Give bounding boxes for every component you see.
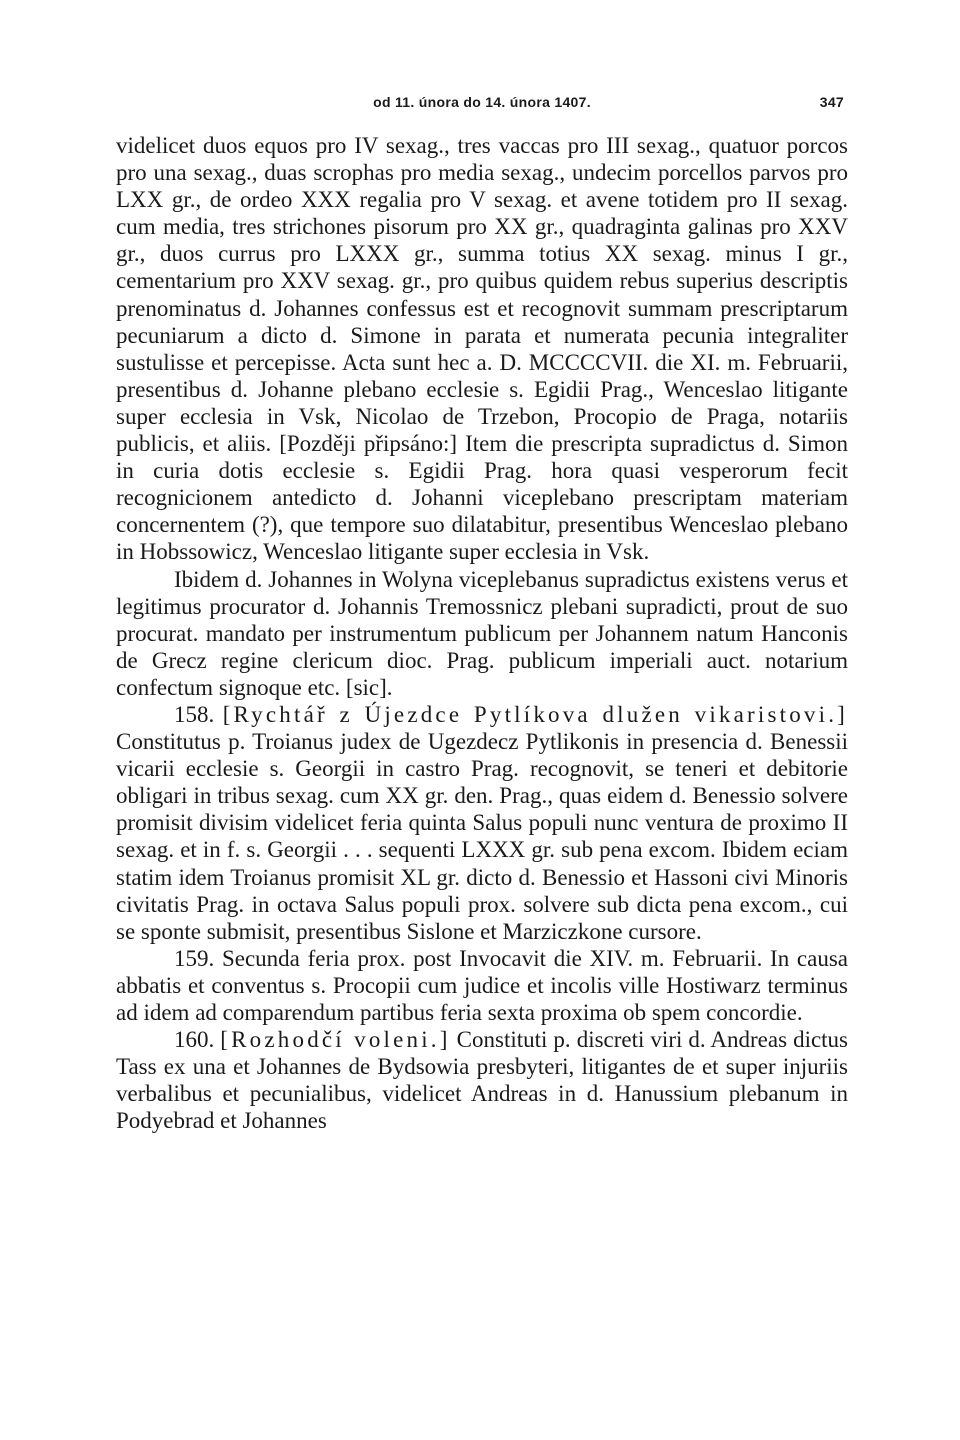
- entry-text: Constitutus p. Troianus judex de Ugezdecz Pytlikonis in presencia d. Benessii vicarii ecclesie s. Georgii in castro Prag. recognovit, se teneri et debitorie obligari in tribus sexag. cum XX gr. den. Prag., quas eidem d. Benessio solvere promisit divisim videlicet feria quinta Salus populi nunc ventura de proximo II sexag. et in f. s. Georgii . . . sequenti LXXX gr. sub pena excom. Ibidem eciam statim idem Troianus promisit XL gr. dicto d. Benessio et Hassoni civi Minoris civitatis Prag. in octava Salus populi prox. solvere sub dicta pena excom., cui se sponte submisit, presentibus Sislone et Marziczkone cursore.: [116, 729, 848, 944]
- paragraph-ibidem: Ibidem d. Johannes in Wolyna viceplebanus supradictus existens verus et legitimus procurator d. Johannis Tremossnicz plebani supradicti, prout de suo procurat. mandato per instrumentum publicum per Johannem natum Hanconis de Grecz regine clericum dioc. Prag. publicum imperiali auct. notarium confectum signoque etc. [sic].: [116, 566, 848, 700]
- entry-number: 158.: [174, 701, 215, 727]
- body-text: [116, 132, 848, 1134]
- entry-heading: [Rychtář z Újezdce Pytlíkova dlužen vikaristovi.]: [222, 701, 849, 727]
- entry-160: [116, 1026, 848, 1134]
- entry-158: [116, 701, 848, 945]
- entry-text: Constituti p. discreti viri d. Andreas dictus Tass ex una et Johannes de Bydsowia presbyteri, litigantes de et super injuriis verbalibus et pecunialibus, videlicet Andreas in d. Hanussium plebanum in Podyebrad et Johannes: [116, 1027, 849, 1134]
- book-page: [116, 86, 848, 1386]
- entry-number: 159.: [174, 945, 215, 971]
- entry-159: [116, 945, 848, 1026]
- running-header: [116, 86, 848, 116]
- paragraph-continuation: videlicet duos equos pro IV sexag., tres vaccas pro III sexag., quatuor porcos pro una sexag., duas scrophas pro media sexag., undecim porcellos parvos pro LXX gr., de ordeo XXX regalia pro V sexag. et avene totidem pro II sexag. cum media, tres strichones pisorum pro XX gr., quadraginta galinas pro XXV gr., duos currus pro LXXX gr., summa totius XX sexag. minus I gr., cementarium pro XXV sexag. gr., pro quibus quidem rebus superius descriptis prenominatus d. Johannes confessus est et recognovit summam prescriptarum pecuniarum a dicto d. Simone in parata et numerata pecunia integraliter sustulisse et percepisse. Acta sunt hec a. D. MCCCCVII. die XI. m. Februarii, presentibus d. Johanne plebano ecclesie s. Egidii Prag., Wenceslao litigante super ecclesia in Vsk, Nicolao de Trzebon, Procopio de Praga, notariis publicis, et aliis. [Později připsáno:] Item die prescripta supradictus d. Simon in curia dotis ecclesie s. Egidii Prag. hora quasi vesperorum fecit recognicionem antedicto d. Johanni viceplebano prescriptam materiam concernentem (?), que tempore suo dilatabitur, presentibus Wenceslao plebano in Hobssowicz, Wenceslao litigante super ecclesia in Vsk.: [116, 133, 848, 565]
- entry-heading: [Rozhodčí voleni.]: [220, 1027, 451, 1053]
- page-number: 347: [819, 94, 844, 110]
- entry-number: 160.: [174, 1027, 215, 1053]
- entry-text: Secunda feria prox. post Invocavit die XIV. m. Februarii. In causa abbatis et conventus s. Procopii cum judice et incolis ville Hostiwarz terminus ad idem ad comparendum partibus feria sexta proxima ob spem concordie.: [116, 945, 848, 1025]
- running-title: od 11. února do 14. února 1407.: [373, 94, 591, 110]
